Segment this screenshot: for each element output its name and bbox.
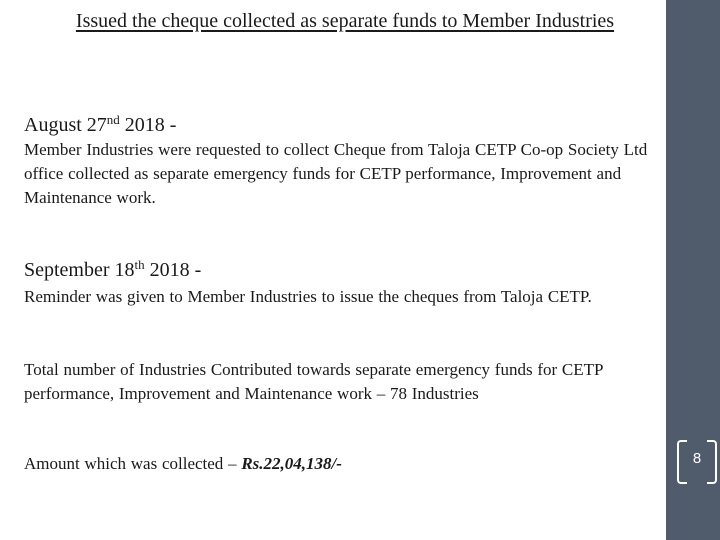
section-body-august: Member Industries were requested to collect Cheque from Taloja CETP Co-op Society Ltd office collected as separate emergency funds for CETP performance, Improvement and Maintenance work. (24, 140, 648, 207)
date-suffix: nd (106, 112, 120, 127)
slide-title: Issued the cheque collected as separate funds to Member Industries (75, 10, 615, 32)
amount-label: Amount which was collected – (24, 454, 242, 473)
section-body-september: Reminder was given to Member Industries to issue the cheques from Taloja CETP. (24, 287, 592, 306)
total-industries-text: Total number of Industries Contributed towards separate emergency funds for CETP performance, Improvement and Maintenance work – 78 Industries (24, 360, 603, 403)
page-number: 8 (692, 450, 702, 467)
section-date-august (24, 113, 176, 137)
section-date-september (24, 258, 201, 282)
right-bracket-icon (707, 440, 717, 484)
date-day: August 27 (24, 114, 107, 136)
date-day: September 18 (24, 259, 135, 281)
date-suffix: th (134, 257, 145, 272)
amount-collected (24, 452, 664, 476)
date-year: 2018 - (144, 259, 202, 281)
page-number-badge (677, 440, 717, 482)
amount-value: Rs.22,04,138/- (241, 454, 342, 473)
date-year: 2018 - (119, 114, 177, 136)
